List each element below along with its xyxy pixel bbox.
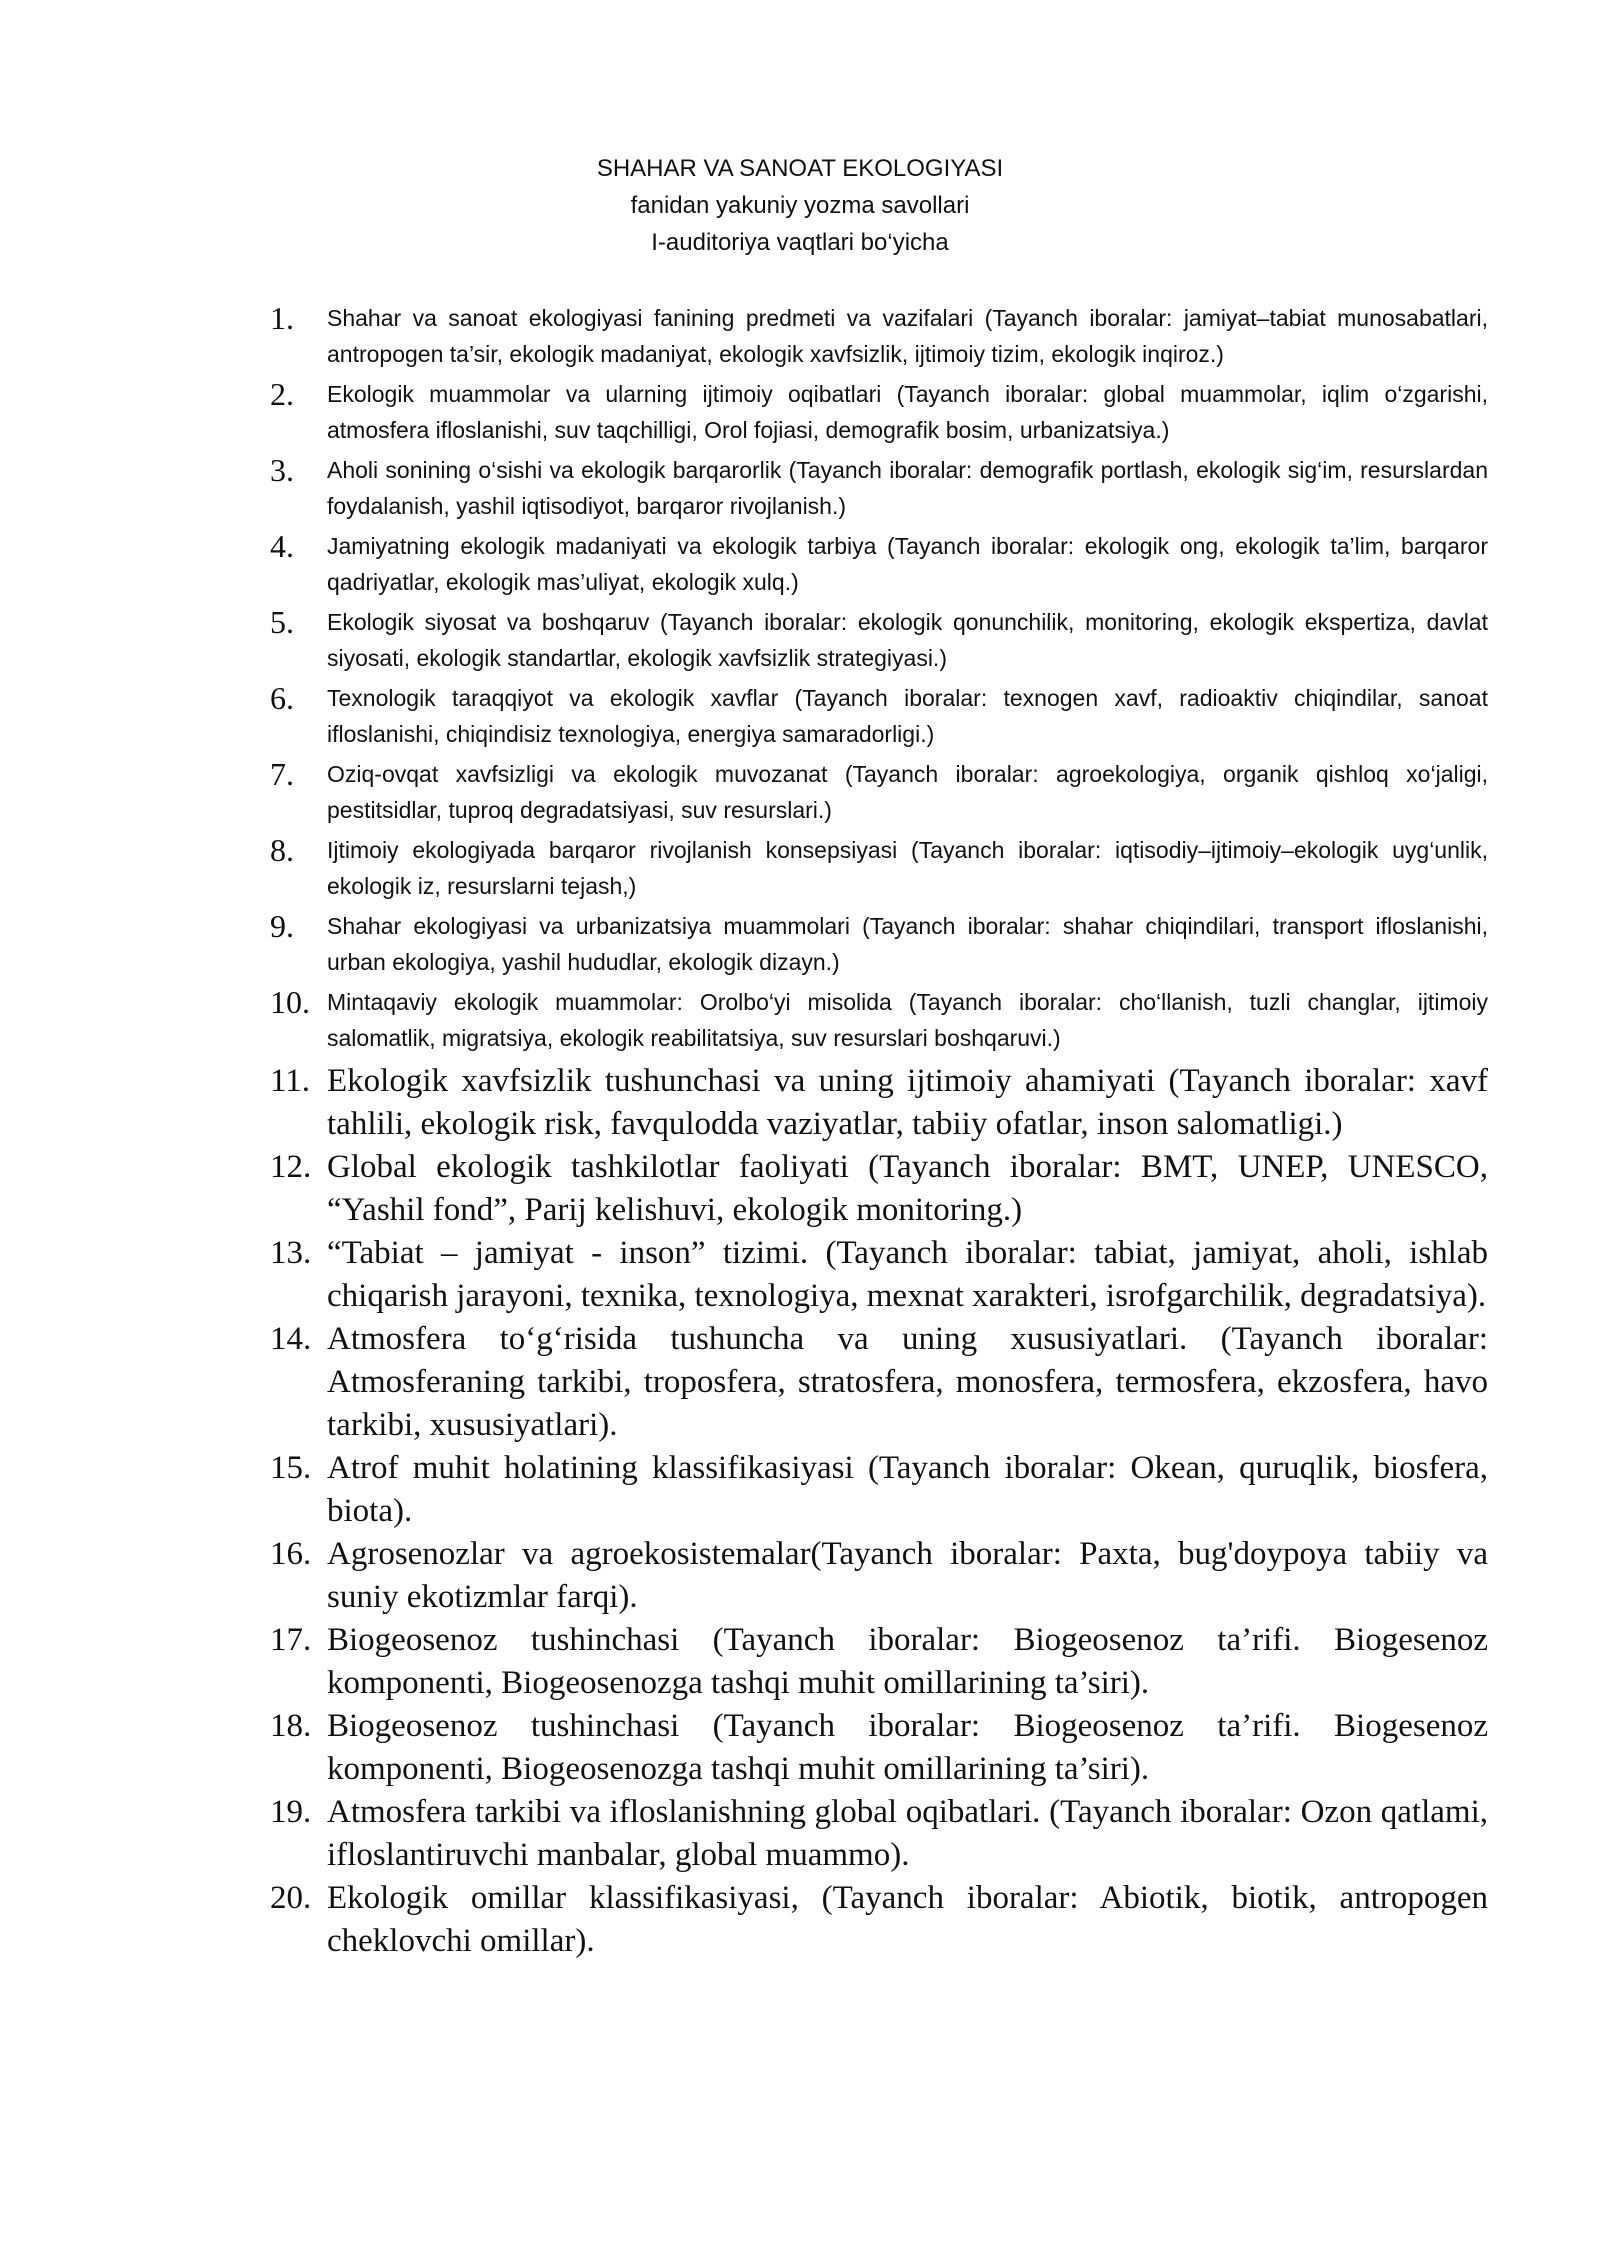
question-number: 4. [270,528,294,564]
question-text: Ekologik siyosat va boshqaruv (Tayanch iboralar: ekologik qonunchilik, monitoring, ekologik ekspertiza, davlat siyosati, ekologik standartlar, ekologik xavfsizlik strategiyasi.) [327,609,1488,671]
question-item [270,1533,1488,1619]
question-text: Oziq-ovqat xavfsizligi va ekologik muvozanat (Tayanch iboralar: agroekologiya, organik qishloq xo‘jaligi, pestitsidlar, tuproq degradatsiyasi, suv resurslari.) [327,761,1488,823]
question-item [270,832,1488,904]
question-number: 16. [270,1536,312,1572]
question-text: “Tabiat – jamiyat - inson” tizimi. (Tayanch iboralar: tabiat, jamiyat, aholi, ishlab chiqarish jarayoni, texnika, texnologiya, mexnat xarakteri, isrofgarchilik, degradatsiya). [327,1235,1488,1314]
question-text: Ekologik muammolar va ularning ijtimoiy oqibatlari (Tayanch iboralar: global muammolar, iqlim o‘zgarishi, atmosfera ifloslanishi, suv taqchilligi, Orol fojiasi, demografik bosim, urbanizatsiya.) [327,381,1488,443]
question-item [270,984,1488,1056]
question-text: Shahar va sanoat ekologiyasi fanining predmeti va vazifalari (Tayanch iboralar: jamiyat–tabiat munosabatlari, antropogen ta’sir, ekologik madaniyat, ekologik xavfsizlik, ijtimoiy tizim, ekologik inqiroz.) [327,305,1488,367]
header-subtitle-2: I-auditoriya vaqtlari bo‘yicha [651,229,949,256]
question-item [270,1877,1488,1963]
question-text: Mintaqaviy ekologik muammolar: Orolbo‘yi misolida (Tayanch iboralar: cho‘llanish, tuzli changlar, ijtimoiy salomatlik, migratsiya, ekologik reabilitatsiya, suv resurslari boshqaruvi.) [327,989,1488,1051]
question-item [270,1791,1488,1877]
question-number: 13. [270,1235,312,1271]
question-text: Ekologik omillar klassifikasiyasi, (Tayanch iboralar: Abiotik, biotik, antropogen cheklovchi omillar). [327,1880,1488,1959]
question-number: 17. [270,1622,312,1658]
question-item [270,1232,1488,1318]
question-text: Biogeosenoz tushinchasi (Tayanch iboralar: Biogeosenoz ta’rifi. Biogesenoz komponenti, Biogeosenozga tashqi muhit omillarining ta’siri). [327,1708,1488,1787]
header-title: SHAHAR VA SANOAT EKOLOGIYASI [596,155,1004,182]
question-item [270,1705,1488,1791]
question-item [270,300,1488,372]
question-text: Aholi sonining o‘sishi va ekologik barqarorlik (Tayanch iboralar: demografik portlash, ekologik sig‘im, resurslardan foydalanish, yashil iqtisodiyot, barqaror rivojlanish.) [327,457,1488,519]
question-number: 15. [270,1450,312,1486]
question-text: Texnologik taraqqiyot va ekologik xavflar (Tayanch iboralar: texnogen xavf, radioaktiv chiqindilar, sanoat ifloslanishi, chiqindisiz texnologiya, energiya samaradorligi.) [327,685,1488,747]
question-number: 8. [270,832,294,868]
question-item [270,908,1488,980]
question-number: 1. [270,300,294,336]
question-number: 18. [270,1708,312,1744]
question-number: 2. [270,376,294,412]
question-number: 7. [270,756,294,792]
question-text: Shahar ekologiyasi va urbanizatsiya muammolari (Tayanch iboralar: shahar chiqindilari, transport ifloslanishi, urban ekologiya, yashil hududlar, ekologik dizayn.) [327,913,1488,975]
question-number: 5. [270,604,294,640]
question-item [270,376,1488,448]
question-list [270,300,1488,1963]
question-number: 9. [270,908,294,944]
question-item [270,604,1488,676]
question-item [270,1619,1488,1705]
question-text: Atmosfera tarkibi va ifloslanishning global oqibatlari. (Tayanch iboralar: Ozon qatlami, ifloslantiruvchi manbalar, global muammo). [327,1794,1488,1873]
question-number: 12. [270,1149,312,1185]
question-number: 20. [270,1880,312,1916]
question-text: Atrof muhit holatining klassifikasiyasi (Tayanch iboralar: Okean, quruqlik, biosfera, biota). [327,1450,1488,1529]
question-item [270,1060,1488,1146]
question-item [270,1318,1488,1447]
question-text: Jamiyatning ekologik madaniyati va ekologik tarbiya (Tayanch iboralar: ekologik ong, ekologik ta’lim, barqaror qadriyatlar, ekologik mas’uliyat, ekologik xulq.) [327,533,1488,595]
question-item [270,1447,1488,1533]
question-item [270,756,1488,828]
question-number: 10. [270,984,310,1020]
question-text: Agrosenozlar va agroekosistemalar(Tayanch iboralar: Paxta, bug'doypoya tabiiy va suniy ekotizmlar farqi). [327,1536,1488,1615]
question-item [270,452,1488,524]
document-header [0,150,1600,261]
question-text: Biogeosenoz tushinchasi (Tayanch iboralar: Biogeosenoz ta’rifi. Biogesenoz komponenti, Biogeosenozga tashqi muhit omillarining ta’siri). [327,1622,1488,1701]
question-item [270,680,1488,752]
question-item [270,1146,1488,1232]
question-number: 19. [270,1794,312,1830]
header-subtitle: fanidan yakuniy yozma savollari [630,192,970,219]
question-text: Global ekologik tashkilotlar faoliyati (Tayanch iboralar: BMT, UNEP, UNESCO, “Yashil fond”, Parij kelishuvi, ekologik monitoring.) [327,1149,1488,1228]
question-number: 11. [270,1063,311,1099]
question-text: Ijtimoiy ekologiyada barqaror rivojlanish konsepsiyasi (Tayanch iboralar: iqtisodiy–ijtimoiy–ekologik uyg‘unlik, ekologik iz, resurslarni tejash,) [327,837,1488,899]
question-text: Ekologik xavfsizlik tushunchasi va uning ijtimoiy ahamiyati (Tayanch iboralar: xavf tahlili, ekologik risk, favqulodda vaziyatlar, tabiiy ofatlar, inson salomatligi.) [327,1063,1488,1142]
question-number: 3. [270,452,294,488]
question-text: Atmosfera to‘g‘risida tushuncha va uning xususiyatlari. (Tayanch iboralar: Atmosferaning tarkibi, troposfera, stratosfera, monosfera, termosfera, ekzosfera, havo tarkibi, xususiyatlari). [327,1321,1488,1443]
question-number: 14. [270,1321,312,1357]
question-number: 6. [270,680,294,716]
question-item [270,528,1488,600]
